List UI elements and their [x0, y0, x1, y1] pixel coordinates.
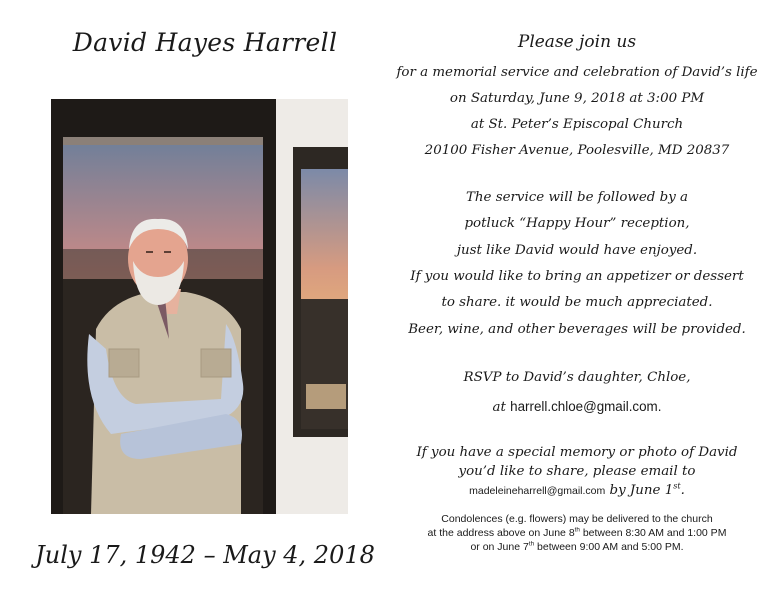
- reception-line-3: just like David would have enjoyed.: [456, 243, 698, 258]
- rsvp-email-line: [395, 398, 759, 417]
- portrait-illustration: [51, 99, 348, 514]
- service-line-1: for a memorial service and celebration of David’s life: [396, 65, 758, 80]
- memory-deadline-end: .: [680, 483, 685, 498]
- reception-line-5: to share. it would be much appreciated.: [441, 295, 713, 310]
- memory-deadline-sup: st: [673, 481, 681, 491]
- deceased-name: David Hayes Harrell: [72, 28, 338, 57]
- invitation-title: Please join us: [517, 32, 637, 52]
- condolences-line-2-b: between 8:30 AM and 1:00 PM: [579, 527, 727, 539]
- memory-line-2: you’d like to share, please email to: [458, 464, 696, 479]
- rsvp-prefix: at: [492, 400, 511, 415]
- condolences-line-3: [395, 540, 759, 554]
- memorial-photo: [51, 99, 348, 514]
- reception-line-4: If you would like to bring an appetizer or dessert: [410, 269, 744, 284]
- reception-line-6: Beer, wine, and other beverages will be provided.: [408, 322, 746, 337]
- condolences-line-2-sup: th: [574, 526, 580, 534]
- service-date: on Saturday, June 9, 2018 at 3:00 PM: [449, 91, 705, 106]
- life-dates: July 17, 1942 – May 4, 2018: [35, 541, 375, 569]
- memory-email-line: [395, 482, 759, 500]
- memory-email-link[interactable]: madeleineharrell@gmail.com: [469, 485, 606, 497]
- reception-line-1: The service will be followed by a: [465, 190, 689, 205]
- rsvp-period: .: [657, 399, 662, 414]
- condolences-line-3-sup: th: [528, 540, 535, 548]
- service-address: 20100 Fisher Avenue, Poolesville, MD 20837: [424, 143, 730, 158]
- rsvp-email-link[interactable]: harrell.chloe@gmail.com: [510, 399, 658, 414]
- condolences-line-2: [395, 526, 759, 540]
- condolences-line-3-b: between 9:00 AM and 5:00 PM.: [534, 541, 684, 553]
- memory-line-1: If you have a special memory or photo of David: [416, 445, 738, 460]
- condolences-line-2-a: at the address above on June 8: [427, 527, 575, 539]
- condolences-line-1: Condolences (e.g. flowers) may be delivered to the church: [441, 513, 713, 525]
- reception-line-2: potluck “Happy Hour” reception,: [464, 216, 690, 231]
- memory-deadline: by June 1: [605, 483, 674, 498]
- condolences-line-3-a: or on June 7: [470, 541, 529, 553]
- rsvp-line: RSVP to David’s daughter, Chloe,: [463, 370, 691, 385]
- service-venue: at St. Peter’s Episcopal Church: [470, 117, 684, 132]
